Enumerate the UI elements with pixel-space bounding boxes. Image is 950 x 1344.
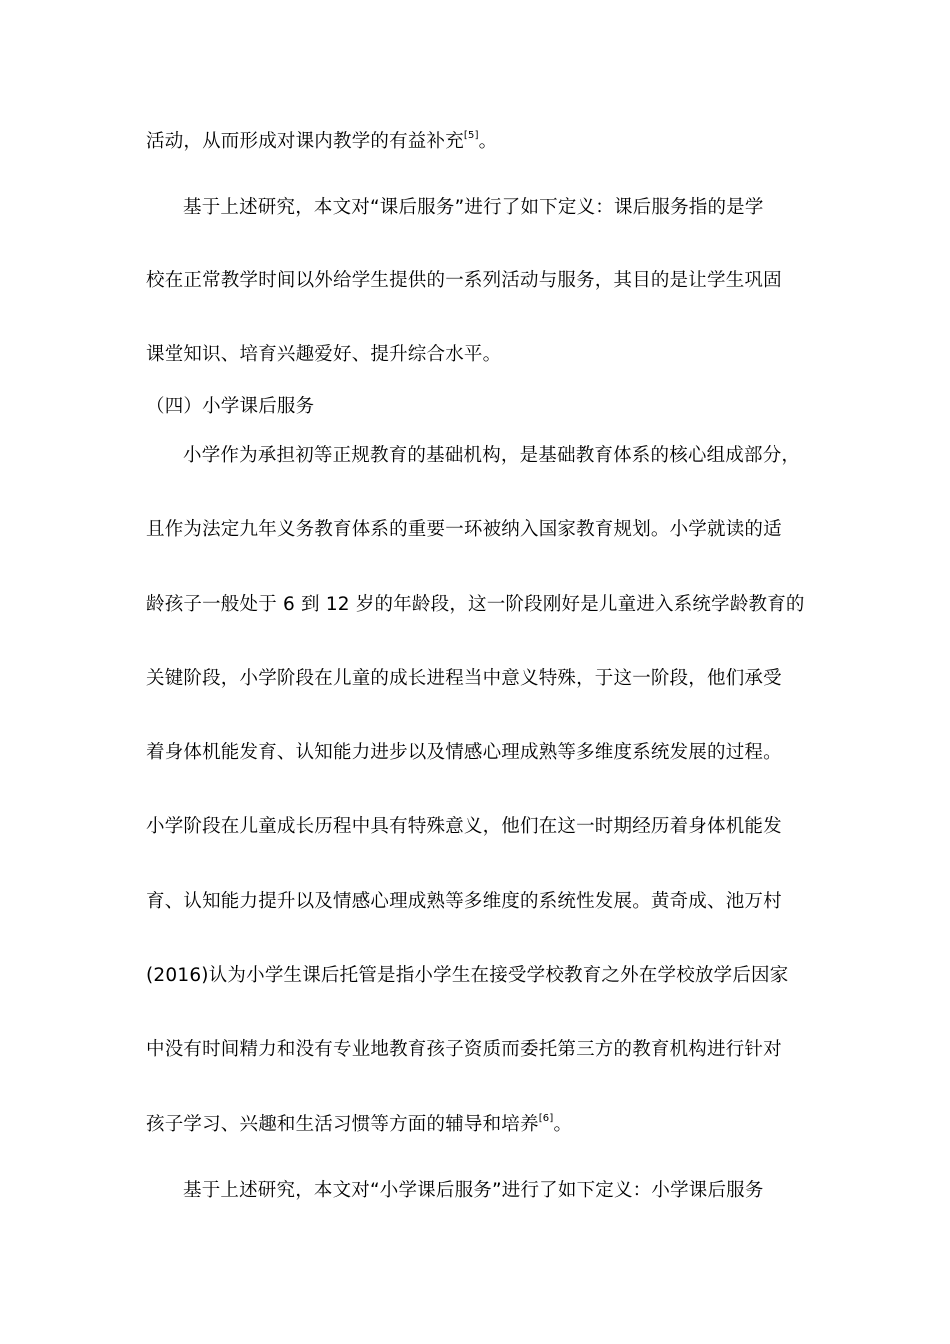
line-end: 。 <box>553 1114 573 1135</box>
paragraph-line <box>146 130 497 154</box>
line-end: 。 <box>478 131 498 152</box>
paragraph-line: 且作为法定九年义务教育体系的重要一环被纳入国家教育规划。小学就读的适 <box>146 519 782 540</box>
paragraph-line: 基于上述研究，本文对“课后服务”进行了如下定义：课后服务指的是学 <box>183 197 764 218</box>
paragraph-line: 小学阶段在儿童成长历程中具有特殊意义，他们在这一时期经历着身体机能发 <box>146 816 782 837</box>
citation-marker: [5] <box>463 129 479 141</box>
paragraph-line: (2016)认为小学生课后托管是指小学生在接受学校教育之外在学校放学后因家 <box>146 965 789 986</box>
paragraph-line: 小学作为承担初等正规教育的基础机构，是基础教育体系的核心组成部分， <box>183 445 801 466</box>
paragraph-line: 校在正常教学时间以外给学生提供的一系列活动与服务，其目的是让学生巩固 <box>146 270 782 291</box>
paragraph-line: 中没有时间精力和没有专业地教育孩子资质而委托第三方的教育机构进行针对 <box>146 1039 782 1060</box>
paragraph-line <box>146 1113 572 1137</box>
line-text: 孩子学习、兴趣和生活习惯等方面的辅导和培养 <box>146 1114 539 1135</box>
paragraph-line: 着身体机能发育、认知能力进步以及情感心理成熟等多维度系统发展的过程。 <box>146 742 782 763</box>
line-text: 活动，从而形成对课内教学的有益补充 <box>146 131 464 152</box>
citation-marker: [6] <box>538 1112 554 1124</box>
paragraph-line: 关键阶段，小学阶段在儿童的成长进程当中意义特殊，于这一阶段，他们承受 <box>146 668 782 689</box>
paragraph-line: 基于上述研究，本文对“小学课后服务”进行了如下定义：小学课后服务 <box>183 1180 764 1201</box>
section-heading: （四）小学课后服务 <box>146 396 315 417</box>
paragraph-line: 课堂知识、培育兴趣爱好、提升综合水平。 <box>146 344 502 365</box>
paragraph-line: 龄孩子一般处于 6 到 12 岁的年龄段，这一阶段刚好是儿童进入系统学龄教育的 <box>146 594 805 615</box>
paragraph-line: 育、认知能力提升以及情感心理成熟等多维度的系统性发展。黄奇成、池万村 <box>146 891 782 912</box>
